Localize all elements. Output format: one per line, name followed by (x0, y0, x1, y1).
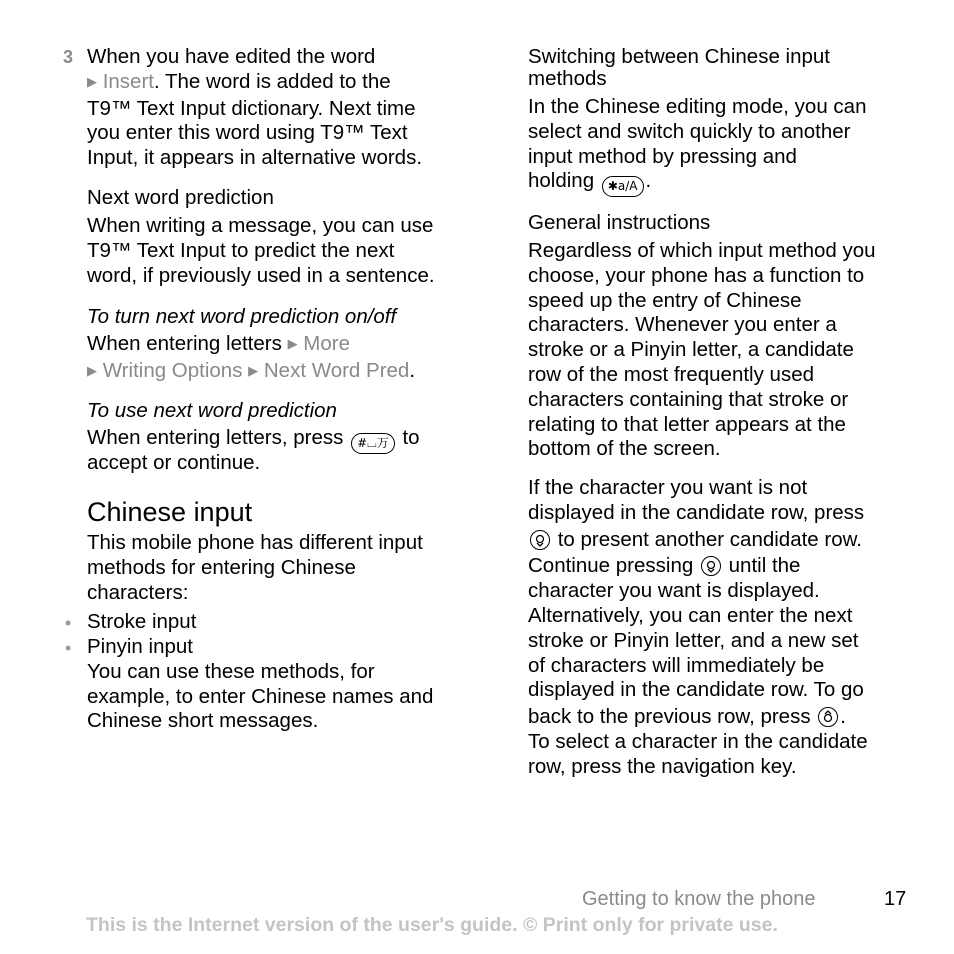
star-key-icon: ✱a/A (602, 176, 644, 197)
menu-next-word-pred: Next Word Pred (263, 358, 410, 382)
switching-heading: Switching between Chinese input methods (528, 45, 830, 90)
next-word-text: When writing a message, you can use T9™ Text Input to predict the next word, if previously used in a sentence. (87, 214, 435, 287)
nav-down-key-icon (701, 556, 721, 576)
step-3-text: When you have edited the word ▶ Insert. The word is added to the T9™ Text Input dictionary. Next time you enter this word using T9™ Text Input, it appears in alternative words. (87, 45, 423, 170)
menu-arrow-icon: ▶ (287, 336, 298, 351)
general-heading: General instructions (528, 211, 711, 234)
menu-arrow-icon: ▶ (248, 362, 259, 378)
bullet-stroke-input: Stroke input (87, 610, 197, 633)
turn-on-off-heading: To turn next word prediction on/off (87, 305, 397, 328)
footer-notice: This is the Internet version of the user's guide. © Print only for private use. (86, 914, 778, 936)
use-next-text: When entering letters, press #⌴万 to accept or continue. (87, 426, 420, 474)
chinese-input-heading: Chinese input (87, 497, 253, 527)
hash-key-icon: #⌴万 (351, 433, 395, 454)
chinese-input-intro: This mobile phone has different input methods for entering Chinese characters: (87, 531, 423, 604)
menu-writing-options: Writing Options (102, 358, 243, 382)
turn-on-off-text: When entering letters ▶ More ▶ Writing Options ▶ Next Word Pred. (87, 332, 416, 382)
menu-more: More (303, 332, 350, 355)
page-number: 17 (884, 888, 907, 910)
menu-arrow-icon: ▶ (87, 73, 97, 89)
menu-arrow-icon: ▶ (87, 362, 97, 378)
footer-section-title: Getting to know the phone (582, 888, 816, 910)
bullet-icon: • (65, 638, 72, 658)
general-text: Regardless of which input method you choose, your phone has a function to speed up the entry of Chinese characters. Whenever you enter a stroke or a Pinyin letter, a candidate row of the most frequently used characters containing that stroke or relating to that letter appears at the bottom of the screen. (528, 239, 876, 461)
next-word-heading: Next word prediction (87, 186, 274, 209)
nav-up-key-icon (818, 707, 838, 727)
candidate-text: If the character you want is not displayed in the candidate row, press to present another candidate row. Continue pressing until the character you want is displayed. Alternatively, you can enter the next stroke or Pinyin letter, and a new set of characters will immediately be displayed in the candidate row. To go back to the previous row, press . To select a character in the candidate row, press the navigation key. (528, 476, 868, 778)
nav-down-key-icon (530, 530, 550, 550)
use-next-heading: To use next word prediction (87, 399, 337, 422)
step-number: 3 (63, 47, 74, 67)
switching-text: In the Chinese editing mode, you can select and switch quickly to another input method by pressing and holding ✱a/A . (528, 95, 918, 194)
bullet-icon: • (65, 613, 72, 633)
menu-insert: Insert (102, 69, 154, 93)
bullet-pinyin-input: Pinyin input You can use these methods, for example, to enter Chinese names and Chinese short messages. (87, 635, 434, 733)
